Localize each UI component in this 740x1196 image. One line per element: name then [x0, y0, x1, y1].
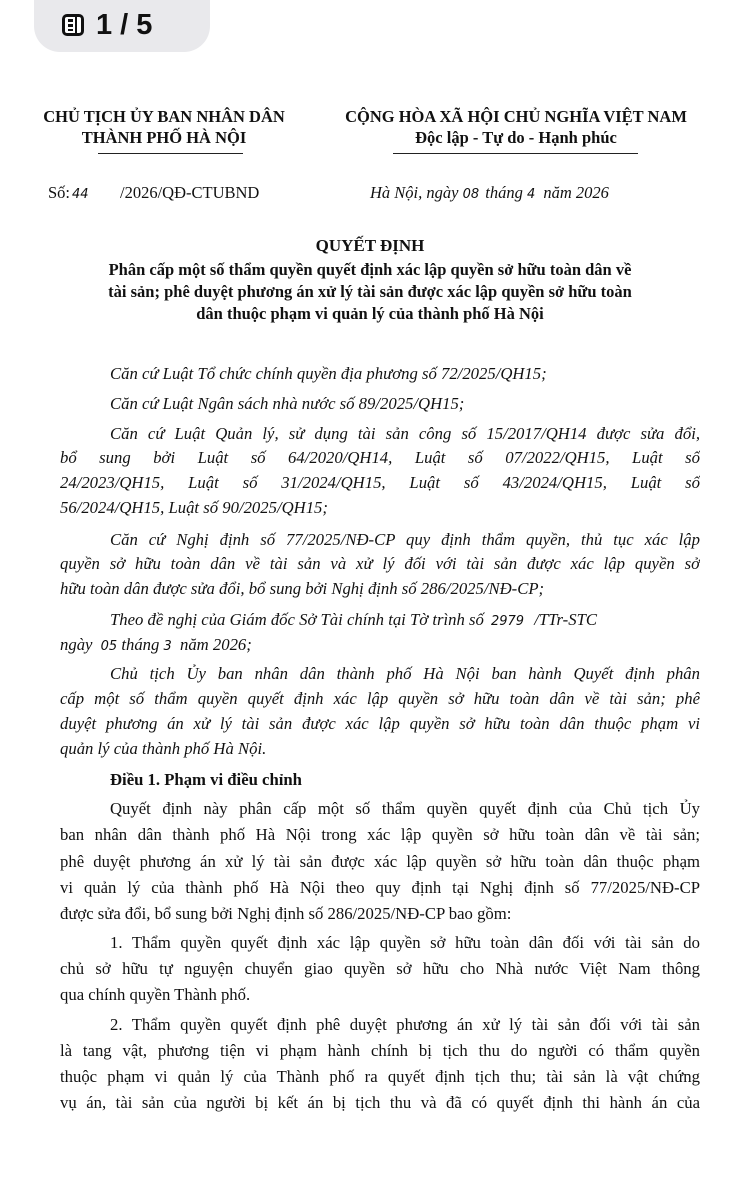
legal-basis-3-line: bổ sung bởi Luật số 64/2020/QH14, Luật số 07/2022/QH15, Luật số	[60, 448, 700, 467]
legal-basis-4-line: hữu toàn dân được sửa đổi, bổ sung bởi Nghị định số 286/2025/NĐ-CP;	[60, 579, 545, 598]
article-1-item-1-line: 1. Thẩm quyền quyết định xác lập quyền sở hữu toàn dân đối với tài sản do	[110, 933, 700, 952]
article-1-intro-line: Quyết định này phân cấp một số thẩm quyền quyết định của Chủ tịch Ủy	[110, 799, 700, 818]
article-1-item-2-line: thuộc phạm vi quản lý của Thành phố ra quyết định tịch thu; tài sản là vật chứng	[60, 1067, 700, 1086]
issue-date: Hà Nội, ngày 08 tháng 4 năm 2026	[370, 183, 609, 202]
decision-code: /2026/QĐ-CTUBND	[120, 183, 260, 202]
article-1-intro-line: vi quản lý của thành phố Hà Nội theo quy định tại Nghị định số 77/2025/NĐ-CP	[60, 878, 700, 897]
enactment-line: cấp một số thẩm quyền quyết định xác lập quyền sở hữu toàn dân về tài sản; phê	[60, 689, 700, 708]
proposal-line-1: Theo đề nghị của Giám đốc Sở Tài chính tại Tờ trình số 2979 /TTr-STC	[110, 610, 597, 629]
subtitle-line: tài sản; phê duyệt phương án xử lý tài sản được xác lập quyền sở hữu toàn	[108, 282, 632, 301]
nation-line: CỘNG HÒA XÃ HỘI CHỦ NGHĨA VIỆT NAM	[345, 107, 687, 126]
document-title: QUYẾT ĐỊNH	[315, 236, 425, 255]
legal-basis-3-line: Căn cứ Luật Quản lý, sử dụng tài sản công số 15/2017/QH14 được sửa đổi,	[110, 424, 700, 443]
subtitle-line: dân thuộc phạm vi quản lý của thành phố Hà Nội	[196, 304, 544, 323]
motto-line: Độc lập - Tự do - Hạnh phúc	[415, 128, 617, 147]
proposal-line-2: ngày 05 tháng 3 năm 2026;	[60, 635, 252, 654]
legal-basis-3-line: 56/2024/QH15, Luật số 90/2025/QH15;	[60, 498, 328, 517]
legal-basis-2: Căn cứ Luật Ngân sách nhà nước số 89/2025/QH15;	[110, 394, 465, 413]
article-1-item-2-line: vụ án, tài sản của người bị kết án bị tịch thu và đã có quyết định thi hành án của	[60, 1093, 700, 1112]
article-1-intro-line: phê duyệt phương án xử lý tài sản được xác lập quyền sở hữu toàn dân thuộc phạm	[60, 852, 700, 871]
enactment-line: duyệt phương án xử lý tài sản được xác lập quyền sở hữu toàn dân thuộc phạm vi	[60, 714, 700, 733]
article-1-item-2-line: là tang vật, phương tiện vi phạm hành chính bị tịch thu do người có thẩm quyền	[60, 1041, 700, 1060]
issuer-line-2: THÀNH PHỐ HÀ NỘI	[81, 128, 247, 147]
article-1-heading: Điều 1. Phạm vi điều chỉnh	[110, 770, 302, 789]
issuer-underline	[98, 153, 243, 154]
article-1-item-1-line: chủ sở hữu tự nguyện chuyển giao quyền sở hữu cho Nhà nước Việt Nam thông	[60, 959, 700, 978]
article-1-item-1-line: qua chính quyền Thành phố.	[60, 985, 251, 1004]
article-1-intro-line: ban nhân dân thành phố Hà Nội trong xác lập quyền sở hữu toàn dân về tài sản;	[60, 825, 700, 844]
motto-underline	[393, 153, 638, 154]
legal-basis-3-line: 24/2023/QH15, Luật số 31/2024/QH15, Luật số 43/2024/QH15, Luật số	[60, 473, 700, 492]
legal-basis-4-line: Căn cứ Nghị định số 77/2025/NĐ-CP quy định thẩm quyền, thủ tục xác lập	[110, 530, 700, 549]
article-1-intro-line: được sửa đổi, bổ sung bởi Nghị định số 286/2025/NĐ-CP bao gồm:	[60, 904, 512, 923]
legal-basis-1: Căn cứ Luật Tổ chức chính quyền địa phương số 72/2025/QH15;	[110, 364, 547, 383]
subtitle-line: Phân cấp một số thẩm quyền quyết định xác lập quyền sở hữu toàn dân về	[108, 260, 632, 279]
enactment-line: Chủ tịch Ủy ban nhân dân thành phố Hà Nội ban hành Quyết định phân	[110, 664, 700, 683]
legal-basis-4-line: quyền sở hữu toàn dân về tài sản và xử lý đối với tài sản được xác lập quyền sở	[60, 554, 700, 573]
article-1-item-2-line: 2. Thẩm quyền quyết định phê duyệt phương án xử lý tài sản đối với tài sản	[110, 1015, 700, 1034]
page-indicator-text: 1 / 5	[96, 8, 153, 41]
enactment-line: quản lý của thành phố Hà Nội.	[60, 739, 267, 758]
issuer-line-1: CHỦ TỊCH ỦY BAN NHÂN DÂN	[43, 107, 285, 126]
decision-number: Số: 44	[48, 183, 89, 202]
